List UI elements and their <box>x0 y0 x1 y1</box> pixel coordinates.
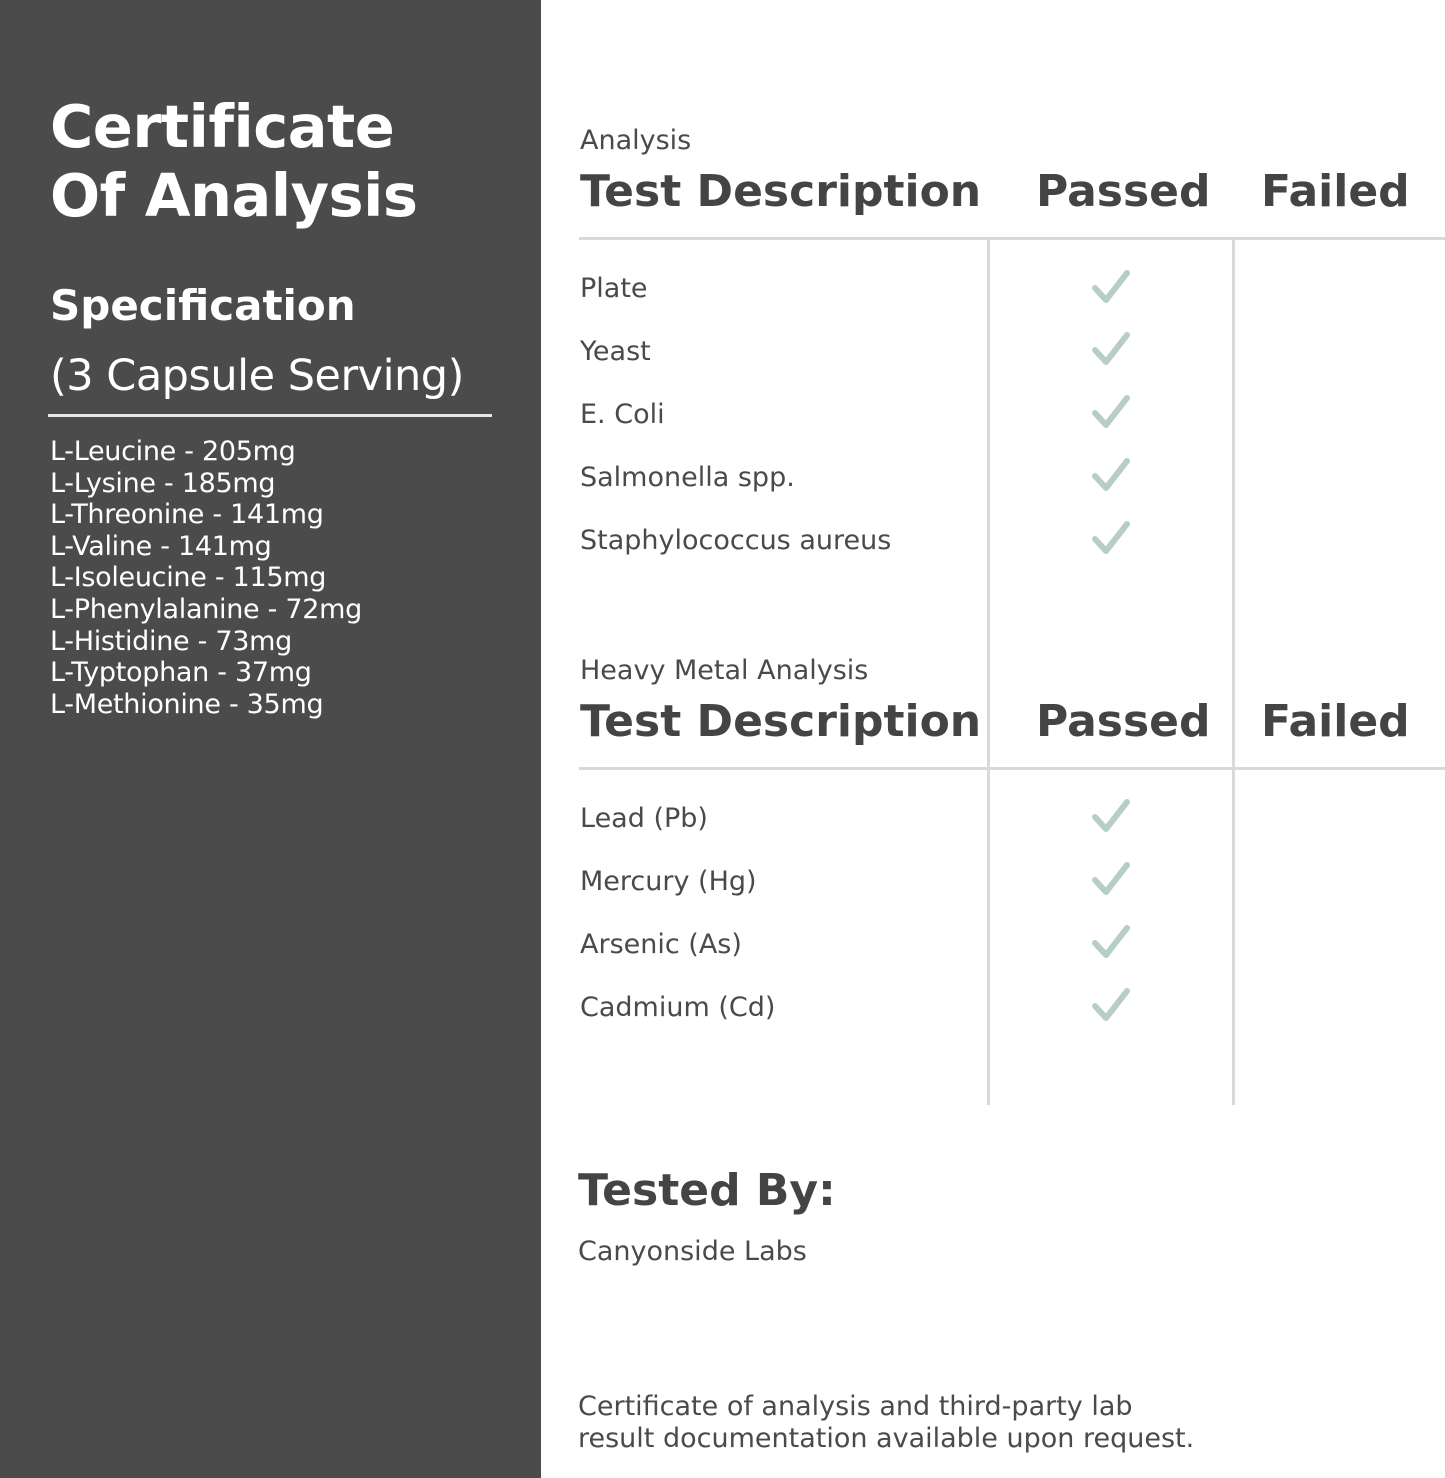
results-panel <box>541 0 1445 1478</box>
check-icon <box>1091 456 1131 496</box>
analysis-row-label: Yeast <box>580 336 651 367</box>
check-icon <box>1091 860 1131 900</box>
analysis-row-label: Staphylococcus aureus <box>580 525 892 556</box>
heavy-metal-header-divider <box>579 767 1445 770</box>
lab-name: Canyonside Labs <box>578 1236 807 1267</box>
list-item: L-Phenylalanine - 72mg <box>50 593 362 625</box>
passed-column-divider <box>987 240 990 1105</box>
heavy-metal-col-failed: Failed <box>1261 696 1410 747</box>
heavy-metal-row-label: Mercury (Hg) <box>580 866 757 897</box>
spec-divider <box>48 414 492 417</box>
list-item: L-Isoleucine - 115mg <box>50 562 327 594</box>
check-icon <box>1091 923 1131 963</box>
spec-title: Specification <box>50 281 356 330</box>
amino-acid-list <box>50 436 362 720</box>
list-item: L-Methionine - 35mg <box>50 688 324 720</box>
analysis-header-divider <box>579 237 1445 240</box>
spec-panel <box>0 0 541 1478</box>
footer-line-1: Certificate of analysis and third-party lab <box>578 1391 1133 1422</box>
title-line-1: Certificate <box>50 92 395 161</box>
tested-by-title: Tested By: <box>578 1165 836 1216</box>
list-item: L-Valine - 141mg <box>50 530 272 562</box>
analysis-row-label: Salmonella spp. <box>580 462 795 493</box>
check-icon <box>1091 393 1131 433</box>
heavy-metal-section-label: Heavy Metal Analysis <box>580 655 869 686</box>
footer-line-2: result documentation available upon request. <box>578 1423 1195 1454</box>
check-icon <box>1091 268 1131 308</box>
analysis-col-description: Test Description <box>580 166 982 217</box>
check-icon <box>1091 986 1131 1026</box>
heavy-metal-row-label: Cadmium (Cd) <box>580 992 776 1023</box>
page-title <box>50 92 418 230</box>
analysis-row-label: E. Coli <box>580 399 665 430</box>
heavy-metal-col-passed: Passed <box>1036 696 1211 747</box>
heavy-metal-row-label: Lead (Pb) <box>580 803 708 834</box>
spec-subtitle: (3 Capsule Serving) <box>50 351 464 401</box>
analysis-col-passed: Passed <box>1036 166 1211 217</box>
list-item: L-Leucine - 205mg <box>50 436 296 467</box>
list-item: L-Typtophan - 37mg <box>50 657 312 689</box>
list-item: L-Threonine - 141mg <box>50 499 324 531</box>
analysis-col-failed: Failed <box>1261 166 1410 217</box>
analysis-row-label: Plate <box>580 273 648 304</box>
check-icon <box>1091 330 1131 370</box>
list-item: L-Lysine - 185mg <box>50 467 276 499</box>
footer-note <box>578 1391 1438 1455</box>
title-line-2: Of Analysis <box>50 161 418 230</box>
heavy-metal-row-label: Arsenic (As) <box>580 929 742 960</box>
check-icon <box>1091 797 1131 837</box>
check-icon <box>1091 519 1131 559</box>
heavy-metal-col-description: Test Description <box>580 696 982 747</box>
analysis-section-label: Analysis <box>580 125 692 156</box>
failed-column-divider <box>1232 240 1235 1105</box>
list-item: L-Histidine - 73mg <box>50 625 292 657</box>
